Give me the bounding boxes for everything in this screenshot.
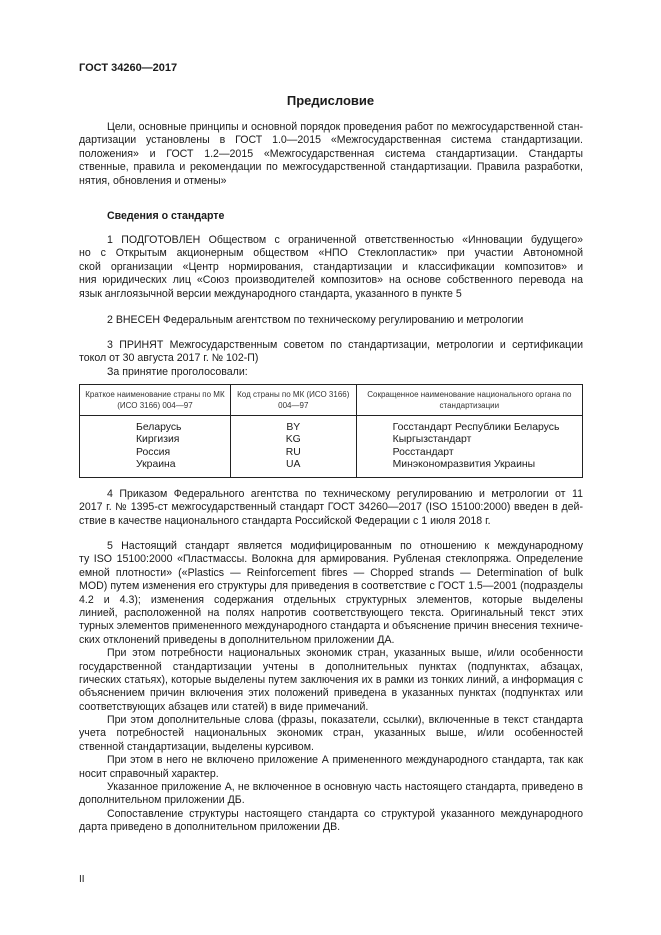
text-line: 3 ПРИНЯТ Межгосударственным советом по стандартизации, метрологии и сертификации — [107, 339, 583, 351]
body-cell: Кыргызстандарт — [356, 434, 582, 446]
text-line: ственной стандартизации, выделены курсивом. — [79, 740, 314, 753]
table-row — [80, 434, 583, 446]
text-line: ственные, правила и рекомендации по межгосударственной стандартизации. Правила разработки, — [79, 161, 583, 174]
section-title: Сведения о стандарте — [107, 210, 225, 222]
text-line: емной плотности» («Plastics — Reinforcement fibres — Chopped strands — Determination of bulk — [79, 566, 583, 579]
item-3-paragraph — [79, 339, 583, 379]
item-5-paragraph — [79, 540, 583, 835]
intro-paragraph — [79, 121, 583, 188]
country-cell: Украина — [80, 459, 231, 478]
text-line: 4 Приказом Федерального агентства по техническому регулированию и метрологии от 11 — [107, 488, 583, 500]
text-line: линией, расположенной на полях напротив соответствующего текста. Оригинальный текст этих — [79, 606, 583, 619]
text-line: учета потребностей национальных экономик стран, указанных выше, и/или особенностей — [79, 727, 583, 740]
table-row — [80, 416, 583, 435]
text-line: дополнительном приложении ДБ. — [79, 794, 245, 807]
text-line: Указанное приложение А, не включенное в основную часть настоящего стандарта, приведено в — [107, 781, 583, 794]
item-4-paragraph — [79, 488, 583, 528]
text-line: За принятие проголосовали: — [107, 365, 248, 378]
text-line: нятия, обновления и отмены» — [79, 174, 227, 187]
body-cell: Госстандарт Республики Беларусь — [356, 416, 582, 435]
code-cell: KG — [230, 434, 356, 446]
item-2-paragraph — [79, 314, 583, 327]
code-cell: UA — [230, 459, 356, 478]
text-line: соответствующих абзацев или статей) в виде примечаний. — [79, 700, 369, 713]
code-cell: BY — [230, 416, 356, 435]
text-line: 5 Настоящий стандарт является модифицированным по отношению к международному — [107, 540, 583, 552]
text-line: государственной стандартизации учтены в дополнительных пунктах (подпунктах, абзацах, — [79, 660, 583, 673]
table-header-country: Краткое наименование страны по МК (ИСО 3166) 004—97 — [80, 385, 231, 416]
text-line: дарта приведено в дополнительном приложении ДВ. — [79, 821, 341, 834]
text-line: MOD) путем изменения его структуры для приведения в соответствие с ГОСТ 1.5—2001 (подразделы — [79, 580, 583, 593]
text-line: ских отклонений приведены в дополнительном приложении ДА. — [79, 633, 395, 646]
country-cell: Киргизия — [80, 434, 231, 446]
text-line: но с Открытым акционерным обществом «НПО Стеклопластик» при участии Автономной — [79, 247, 583, 260]
text-line: положения» и ГОСТ 1.2—2015 «Межгосударственная система стандартизации. Стандарты — [79, 147, 583, 160]
code-cell: RU — [230, 447, 356, 459]
table-header-code: Код страны по МК (ИСО 3166) 004—97 — [230, 385, 356, 416]
table-row — [80, 447, 583, 459]
voting-table — [79, 384, 583, 478]
text-line: Сопоставление структуры настоящего стандарта со структурой указанного международного — [107, 807, 583, 820]
text-line: гических статьях), которые выделены путем заключения их в рамки из тонких линий, а информация с — [79, 673, 583, 686]
text-line: ния юридических лиц «Союз производителей композитов» на основе собственного перевода на — [79, 274, 583, 287]
text-line: При этом потребности национальных экономик стран, указанных выше, и/или особенности — [107, 647, 583, 660]
text-line: 2 ВНЕСЕН Федеральным агентством по техническому регулированию и метрологии — [107, 314, 524, 326]
text-line: ствие в качестве национального стандарта Российской Федерации с 1 июля 2018 г. — [79, 514, 491, 527]
text-line: При этом в него не включено приложение А примененного международного стандарта, так как — [107, 754, 583, 767]
text-line: 2017 г. № 1395-ст межгосударственный стандарт ГОСТ 34260—2017 (ISO 15100:2000) введен в дей- — [79, 501, 583, 514]
text-line: токол от 30 августа 2017 г. № 102-П) — [79, 352, 259, 365]
text-line: 1 ПОДГОТОВЛЕН Обществом с ограниченной ответственностью «Инновации будущего» — [107, 234, 583, 246]
body-cell: Минэкономразвития Украины — [356, 459, 582, 478]
text-line: носит справочный характер. — [79, 767, 219, 780]
body-cell: Росстандарт — [356, 447, 582, 459]
text-line: 4.2 и 4.3); изменения содержания отдельных структурных элементов, которые выделены — [79, 593, 583, 606]
text-line: дартизации установлены в ГОСТ 1.0—2015 «Межгосударственная система стандартизации. — [79, 134, 583, 147]
table-header-body: Сокращенное наименование национального органа по стандартизации — [356, 385, 582, 416]
page-number: II — [79, 874, 85, 885]
item-1-paragraph — [79, 234, 583, 301]
text-line: ской организации «Центр нормирования, стандартизации и классификации композитов» и — [79, 260, 583, 273]
country-cell: Россия — [80, 447, 231, 459]
table-row — [80, 459, 583, 478]
text-line: турных элементов примененного международного стандарта и объяснение причин внесения техниче- — [79, 620, 583, 633]
country-cell: Беларусь — [80, 416, 231, 435]
text-line: При этом дополнительные слова (фразы, показатели, ссылки), включенные в текст стандарта — [107, 714, 583, 727]
text-line: ту ISO 15100:2000 «Пластмассы. Волокна для армирования. Рубленая стеклопряжа. Определение — [79, 553, 583, 566]
page-title: Предисловие — [286, 93, 375, 108]
text-line: Цели, основные принципы и основной порядок проведения работ по межгосударственной стан- — [107, 121, 583, 133]
text-line: объяснением причин включения этих положений приведена в указанных пунктах (подпунктах или — [79, 687, 583, 700]
document-number: ГОСТ 34260—2017 — [79, 62, 178, 74]
text-line: язык англоязычной версии международного стандарта, указанного в пункте 5 — [79, 287, 462, 300]
